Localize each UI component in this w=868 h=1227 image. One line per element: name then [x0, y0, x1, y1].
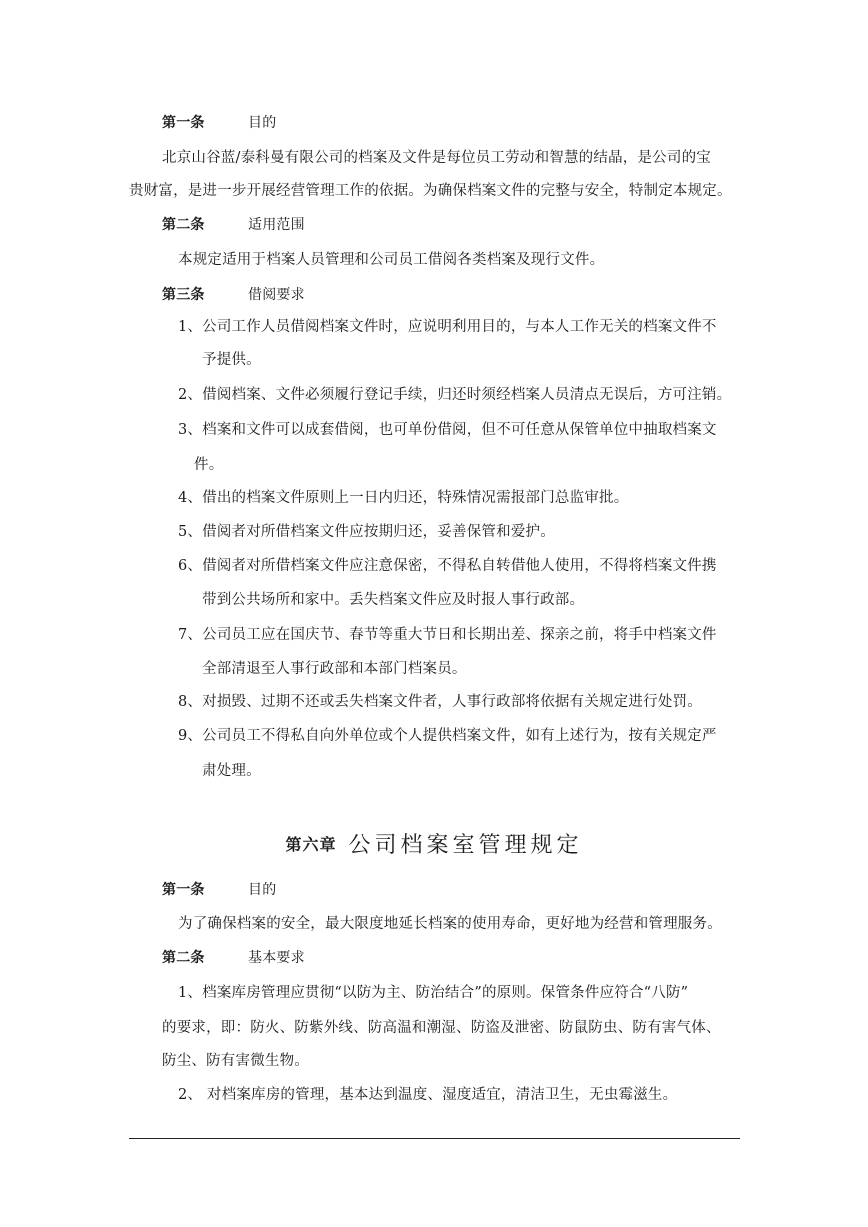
article-number: 第一条 — [162, 115, 205, 131]
article-number: 第三条 — [162, 287, 205, 303]
list-item: 4、借出的档案文件原则上一日内归还，特殊情况需报部门总监审批。 — [178, 490, 629, 506]
paragraph-line: 为了确保档案的安全，最大限度地延长档案的使用寿命，更好地为经营和管理服务。 — [178, 916, 722, 932]
article-heading — [162, 113, 277, 133]
article-title: 适用范围 — [248, 217, 305, 233]
list-item-continuation: 带到公共场所和家中。丢失档案文件应及时报人事行政部。 — [202, 592, 585, 608]
paragraph-line: 贵财富，是进一步开展经营管理工作的依据。为确保档案文件的完整与安全，特制定本规定。 — [129, 183, 732, 199]
article-title: 借阅要求 — [248, 287, 305, 303]
chapter-number: 第六章 — [285, 835, 337, 854]
list-item: 3、档案和文件可以成套借阅，也可单份借阅，但不可任意从保管单位中抽取档案文 — [178, 422, 717, 438]
list-item: 9、公司员工不得私自向外单位或个人提供档案文件，如有上述行为，按有关规定严 — [178, 728, 717, 744]
chapter-title: 公司档案室管理规定 — [348, 833, 583, 858]
article-heading — [162, 285, 305, 305]
footer-divider — [129, 1138, 740, 1139]
paragraph-line: 北京山谷蓝/泰科曼有限公司的档案及文件是每位员工劳动和智慧的结晶，是公司的宝 — [162, 150, 711, 166]
paragraph-line: 1、档案库房管理应贯彻“以防为主、防治结合”的原则。保管条件应符合“八防” — [178, 985, 689, 1001]
article-heading — [162, 215, 305, 235]
chapter-heading — [0, 828, 868, 859]
list-item-continuation: 予提供。 — [202, 352, 261, 368]
article-title: 基本要求 — [248, 950, 305, 966]
list-item: 7、公司员工应在国庆节、春节等重大节日和长期出差、探亲之前，将手中档案文件 — [178, 627, 717, 643]
article-title: 目的 — [248, 882, 277, 898]
article-heading — [162, 948, 305, 968]
paragraph-line: 2、 对档案库房的管理，基本达到温度、湿度适宜，清洁卫生，无虫霉滋生。 — [178, 1087, 678, 1103]
article-title: 目的 — [248, 115, 277, 131]
list-item: 2、借阅档案、文件必须履行登记手续，归还时须经档案人员清点无误后，方可注销。 — [178, 387, 732, 403]
article-number: 第二条 — [162, 217, 205, 233]
list-item-continuation: 肃处理。 — [202, 763, 261, 779]
list-item: 1、公司工作人员借阅档案文件时，应说明利用目的，与本人工作无关的档案文件不 — [178, 319, 717, 335]
article-number: 第二条 — [162, 950, 205, 966]
list-item-continuation: 件。 — [194, 457, 224, 473]
list-item-continuation: 全部清退至人事行政部和本部门档案员。 — [202, 661, 467, 677]
article-heading — [162, 880, 277, 900]
paragraph-line: 防尘、防有害微生物。 — [162, 1053, 309, 1069]
paragraph-line: 的要求，即：防火、防紫外线、防高温和潮湿、防盗及泄密、防鼠防虫、防有害气体、 — [162, 1020, 721, 1036]
list-item: 8、对损毁、过期不还或丢失档案文件者，人事行政部将依据有关规定进行处罚。 — [178, 694, 702, 710]
list-item: 6、借阅者对所借档案文件应注意保密，不得私自转借他人使用，不得将档案文件携 — [178, 558, 717, 574]
article-number: 第一条 — [162, 882, 205, 898]
paragraph-line: 本规定适用于档案人员管理和公司员工借阅各类档案及现行文件。 — [178, 252, 605, 268]
list-item: 5、借阅者对所借档案文件应按期归还，妥善保管和爱护。 — [178, 524, 555, 540]
